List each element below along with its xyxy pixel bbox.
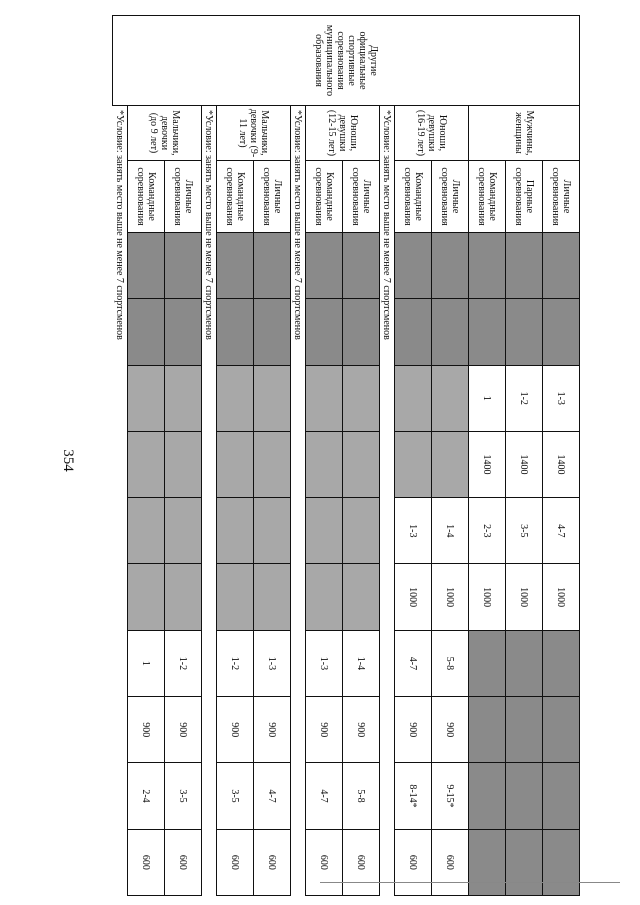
shaded-cell [343, 498, 380, 564]
shaded-cell [469, 233, 506, 299]
shaded-cell [506, 630, 543, 696]
shaded-cell [128, 299, 165, 365]
condition-note: *Условие: занять место выше не менее 7 спортсменов [381, 110, 393, 340]
rotated-table-wrapper [60, 15, 580, 895]
shaded-cell [128, 498, 165, 564]
cell: 1-4 [432, 498, 469, 564]
shaded-cell [254, 498, 291, 564]
table-row [113, 16, 128, 896]
cell: 1000 [543, 564, 580, 630]
shaded-cell [306, 233, 343, 299]
cell: 900 [217, 697, 254, 763]
shaded-cell [165, 365, 202, 431]
shaded-cell [165, 564, 202, 630]
cell: 1000 [469, 564, 506, 630]
shaded-cell [395, 299, 432, 365]
table-row [380, 16, 395, 896]
shaded-cell [543, 630, 580, 696]
shaded-cell [395, 431, 432, 497]
cell: 600 [254, 829, 291, 895]
table-row [291, 16, 306, 896]
table-row [254, 16, 291, 896]
table-row [165, 16, 202, 896]
shaded-cell [543, 233, 580, 299]
shaded-cell [165, 498, 202, 564]
cell: 600 [343, 829, 380, 895]
shaded-cell [254, 365, 291, 431]
type-label: Парные соревнования [506, 161, 543, 233]
cell: 3-5 [506, 498, 543, 564]
shaded-cell [432, 233, 469, 299]
cell: 900 [306, 697, 343, 763]
table-row [343, 16, 380, 896]
shaded-cell [506, 763, 543, 829]
type-label: Командные соревнования [128, 161, 165, 233]
cell: 8-14* [395, 763, 432, 829]
shaded-cell [254, 233, 291, 299]
shaded-cell [506, 299, 543, 365]
shaded-cell [306, 564, 343, 630]
shaded-cell [128, 365, 165, 431]
shaded-cell [128, 233, 165, 299]
shaded-cell [343, 431, 380, 497]
shaded-cell [128, 564, 165, 630]
type-label: Личные соревнования [254, 161, 291, 233]
shaded-cell [343, 233, 380, 299]
condition-note: *Условие: занять место выше не менее 7 спортсменов [292, 110, 304, 340]
shaded-cell [217, 564, 254, 630]
cell: 1000 [506, 564, 543, 630]
cell: 5-8 [432, 630, 469, 696]
cell: 1000 [395, 564, 432, 630]
cell: 600 [395, 829, 432, 895]
cell: 1-3 [254, 630, 291, 696]
group-label: Юноши, девушки (16-19 лет) [395, 106, 469, 161]
table-row [543, 16, 580, 896]
group-label: Юноши, девушки (12-15 лет) [306, 106, 380, 161]
type-label: Личные соревнования [543, 161, 580, 233]
table-row [202, 16, 217, 896]
shaded-cell [254, 564, 291, 630]
cell: 600 [217, 829, 254, 895]
shaded-cell [543, 299, 580, 365]
cell: 1400 [543, 431, 580, 497]
cell: 3-5 [165, 763, 202, 829]
shaded-cell [469, 763, 506, 829]
shaded-cell [217, 498, 254, 564]
points-table [113, 15, 581, 896]
shaded-cell [395, 233, 432, 299]
cell: 600 [306, 829, 343, 895]
shaded-cell [469, 630, 506, 696]
shaded-cell [432, 365, 469, 431]
cell: 4-7 [306, 763, 343, 829]
type-label: Личные соревнования [165, 161, 202, 233]
section-label: Другие официальные спортивные соревнования муниципального образования [113, 16, 580, 106]
cell: 1 [469, 365, 506, 431]
group-label: Мальчики, девочки (9-11 лет) [217, 106, 291, 161]
cell: 900 [254, 697, 291, 763]
shaded-cell [506, 697, 543, 763]
shaded-cell [432, 299, 469, 365]
cell: 1-3 [395, 498, 432, 564]
group-label: Мужчины, женщины [469, 106, 580, 161]
table-row [432, 16, 469, 896]
shaded-cell [217, 365, 254, 431]
shaded-cell [506, 233, 543, 299]
cell: 4-7 [395, 630, 432, 696]
cell: 900 [395, 697, 432, 763]
cell: 1400 [506, 431, 543, 497]
cell: 2-3 [469, 498, 506, 564]
shaded-cell [165, 233, 202, 299]
cell: 1-3 [306, 630, 343, 696]
cell: 1400 [469, 431, 506, 497]
group-label: Мальчики, девочки (до 9 лет) [128, 106, 202, 161]
shaded-cell [165, 299, 202, 365]
cell: 900 [165, 697, 202, 763]
shaded-cell [165, 431, 202, 497]
condition-note: *Условие: занять место выше не менее 7 спортсменов [114, 110, 126, 340]
cell: 4-7 [254, 763, 291, 829]
type-label: Командные соревнования [306, 161, 343, 233]
cell: 1-3 [543, 365, 580, 431]
cell: 1-2 [506, 365, 543, 431]
shaded-cell [543, 829, 580, 895]
shaded-cell [469, 697, 506, 763]
cell: 900 [128, 697, 165, 763]
shaded-cell [306, 498, 343, 564]
cell: 600 [128, 829, 165, 895]
cell: 3-5 [217, 763, 254, 829]
cell: 600 [432, 829, 469, 895]
shaded-cell [395, 365, 432, 431]
shaded-cell [343, 564, 380, 630]
shaded-cell [432, 431, 469, 497]
cell: 1-4 [343, 630, 380, 696]
type-label: Личные соревнования [343, 161, 380, 233]
cell: 9-15* [432, 763, 469, 829]
cell: 4-7 [543, 498, 580, 564]
cell: 1-2 [165, 630, 202, 696]
type-label: Командные соревнования [395, 161, 432, 233]
cell: 600 [165, 829, 202, 895]
shaded-cell [506, 829, 543, 895]
scan-edge-line [320, 882, 620, 883]
shaded-cell [306, 365, 343, 431]
shaded-cell [217, 299, 254, 365]
condition-note: *Условие: занять место выше не менее 7 спортсменов [203, 110, 215, 340]
shaded-cell [543, 763, 580, 829]
shaded-cell [469, 299, 506, 365]
cell: 5-8 [343, 763, 380, 829]
cell: 900 [343, 697, 380, 763]
shaded-cell [543, 697, 580, 763]
page-number: 354 [59, 449, 76, 472]
cell: 1 [128, 630, 165, 696]
type-label: Личные соревнования [432, 161, 469, 233]
shaded-cell [306, 431, 343, 497]
cell: 1000 [432, 564, 469, 630]
shaded-cell [254, 299, 291, 365]
shaded-cell [343, 299, 380, 365]
shaded-cell [343, 365, 380, 431]
type-label: Командные соревнования [217, 161, 254, 233]
cell: 1-2 [217, 630, 254, 696]
cell: 2-4 [128, 763, 165, 829]
shaded-cell [128, 431, 165, 497]
shaded-cell [254, 431, 291, 497]
shaded-cell [469, 829, 506, 895]
shaded-cell [306, 299, 343, 365]
type-label: Командные соревнования [469, 161, 506, 233]
shaded-cell [217, 233, 254, 299]
shaded-cell [217, 431, 254, 497]
cell: 900 [432, 697, 469, 763]
